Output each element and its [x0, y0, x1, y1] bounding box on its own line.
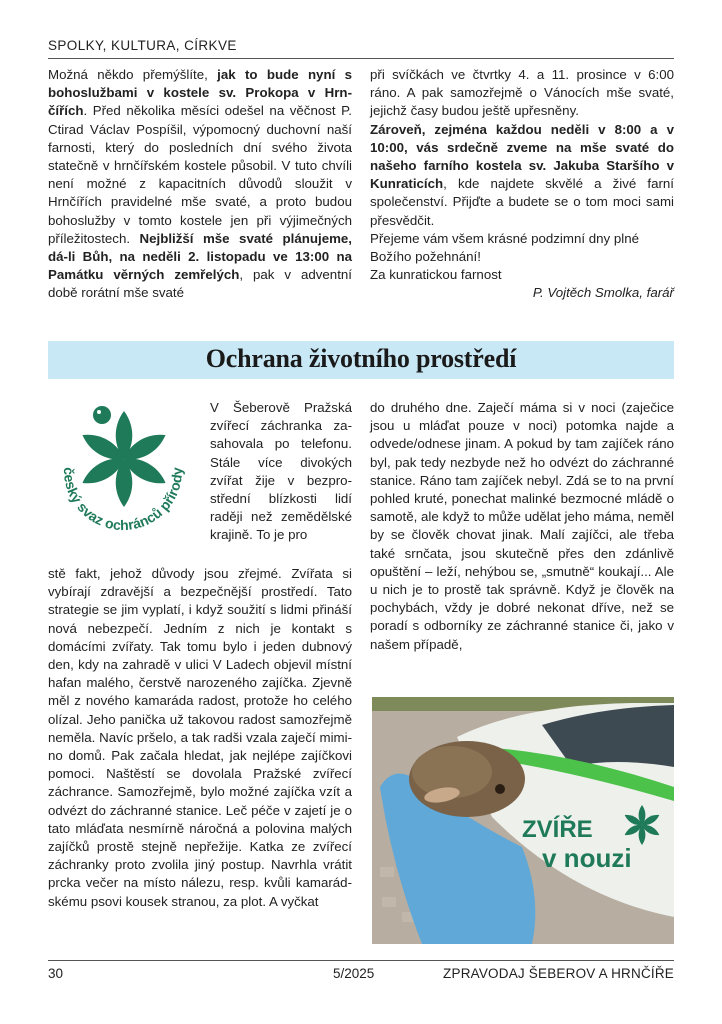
church-paragraph-2: při svíčkách ve čtvrtky 4. a 11. prosince v 6:00 ráno. A pak samozřejmě o Vánocích mše svaté, jejichž časy budou ještě upřesněny. — [370, 67, 674, 119]
footer-rule — [48, 960, 674, 961]
photo-hare-in-glove — [372, 697, 674, 944]
church-paragraph-5: Za kunratickou farnost — [370, 267, 502, 283]
page-number: 30 — [48, 966, 64, 981]
section-title: Ochrana životního prostředí — [205, 344, 517, 373]
church-paragraph-3 — [370, 121, 674, 230]
bold-text: Nejbližší mše svaté plánujeme, dá-li Bůh, na neděli 2. listopadu ve 13:00 na Památku věrných zemřelých — [48, 230, 353, 283]
car-text-2: v nouzi — [542, 843, 632, 873]
church-article-column-1 — [48, 66, 352, 303]
csop-logo-icon — [50, 395, 198, 537]
text: , kde najdete skvělé a živé farní společenství. Přijďte a budete se o tom moci sami přesvědčit. — [370, 176, 674, 228]
section-header: SPOLKY, KULTURA, CÍRKVE — [48, 38, 237, 53]
text: , pak v adventní době rorátní mše svaté — [48, 267, 352, 301]
magazine-name: ZPRAVODAJ ŠEBEROV A HRNČÍŘE — [443, 966, 674, 981]
photo-illustration — [372, 697, 674, 944]
text: Možná někdo přemýšlíte, — [48, 67, 218, 82]
bold-text: jak to bude nyní s bohoslužbami v kostele sv. Prokopa v Hrnčířích — [48, 67, 352, 119]
issue-number: 5/2025 — [333, 966, 375, 981]
logo-text: český svaz ochránců přírody — [60, 467, 186, 534]
article-text-right: do druhého dne. Zaječí máma si v noci (zaječice jsou u mláďat pouze v noci) potomka najde a odvede/odnese jinam. A pokud by tam zajíček ráno byl, pak tedy nezbyde než ho odvézt do záchranné stanice. Ráno tam zajíček nebyl. Zdá se to na první pohled kruté, ponechat malinké bezmocné mládě o samotě, ale když to může udělat jeho máma, neměl by se člověk chovat jinak. Malí zajíčci, ale třeba také srnčata, jsou skutečně přes den zdánlivě opuštění – leží, nehýbou se, „smutně“ koukají... Ale u nich je to prostě tak správně. Když je člověk na pochybách, vždy je dobré nekonat dříve, než se poradí s odborníky ze záchranné stanice či, jako v našem případě, — [370, 400, 674, 652]
article-text-left: stě fakt, jehož důvody jsou zřejmé. Zvířata si vybírají zdravější a bezpečnější prostředí. Tato strategie se jim vyplatí, i když soužití s lidmi přináší nová nebezpečí. Jedním z nich je kontakt s domácími zvířaty. Tak tomu bylo i jeden dubnový den, kdy na zahradě v ulici V Ladech objevil místní hafan malého, čerstvě narozeného zajíčka. Zjevně měl z nového kamaráda radost, protože ho celého olízal. Jeho panička už takovou radost samozřejmě neměla. Navíc pršelo, a tak radši vzala zaječí mimino domů. Pak začala hledat, jak nejlépe zajíčkovi pomoci. Naštěstí se dovolala Pražské zvířecí záchrance. Samozřejmě, bylo možné zajíčka vzít a odvézt do záchranné stanice. Leč péče v zajetí je o tato mláďata nesmírně náročná a polovina malých zajíčků prostě stejně nepřežije. Katka ze zvířecí záchranky proto zvolila jiný postup. Navrhla vrátit prcka večer na místo nálezu, resp. kvůli kamarádskému psovi kousek stranou, za plot. A vyčkat — [48, 566, 352, 909]
car-text-1: ZVÍŘE — [522, 816, 593, 843]
bold-text: Zároveň, zejména každou neděli v 8:00 a v 10:00, vás srdečně zveme na mše svaté do našeho farního kostela sv. Jakuba Staršího v Kunraticích — [370, 121, 674, 192]
signature: P. Vojtěch Smolka, farář — [532, 285, 674, 301]
section-title-band — [48, 341, 674, 379]
text: . Před několika měsíci odešel na věčnost P. Ctirad Václav Pospíšil, výpomocný duchovní naší farnosti, který do posledních dní svého života statečně v hrnčířském kostele působil. V tuto chvíli není možné z kapacitních důvodů sloužit v Hrnčířích pravidelné mše svaté, a proto budou bohoslužby v tomto kostele jen při výjimečných příležitostech. — [48, 103, 352, 246]
church-paragraph-1 — [48, 66, 352, 303]
church-paragraph-4: Přejeme vám všem krásné podzimní dny plné Božího požehnání! — [370, 230, 640, 265]
church-article-column-2 — [370, 66, 674, 303]
header-rule — [48, 58, 674, 59]
article-text-beside-logo: V Šeberově Pražská zvířecí záchranka zasahovala po telefonu. Stále více divokých zvířat žije v bezprostřední blízkosti lidí raději než zemědělské krajině. To je pro — [210, 400, 352, 543]
